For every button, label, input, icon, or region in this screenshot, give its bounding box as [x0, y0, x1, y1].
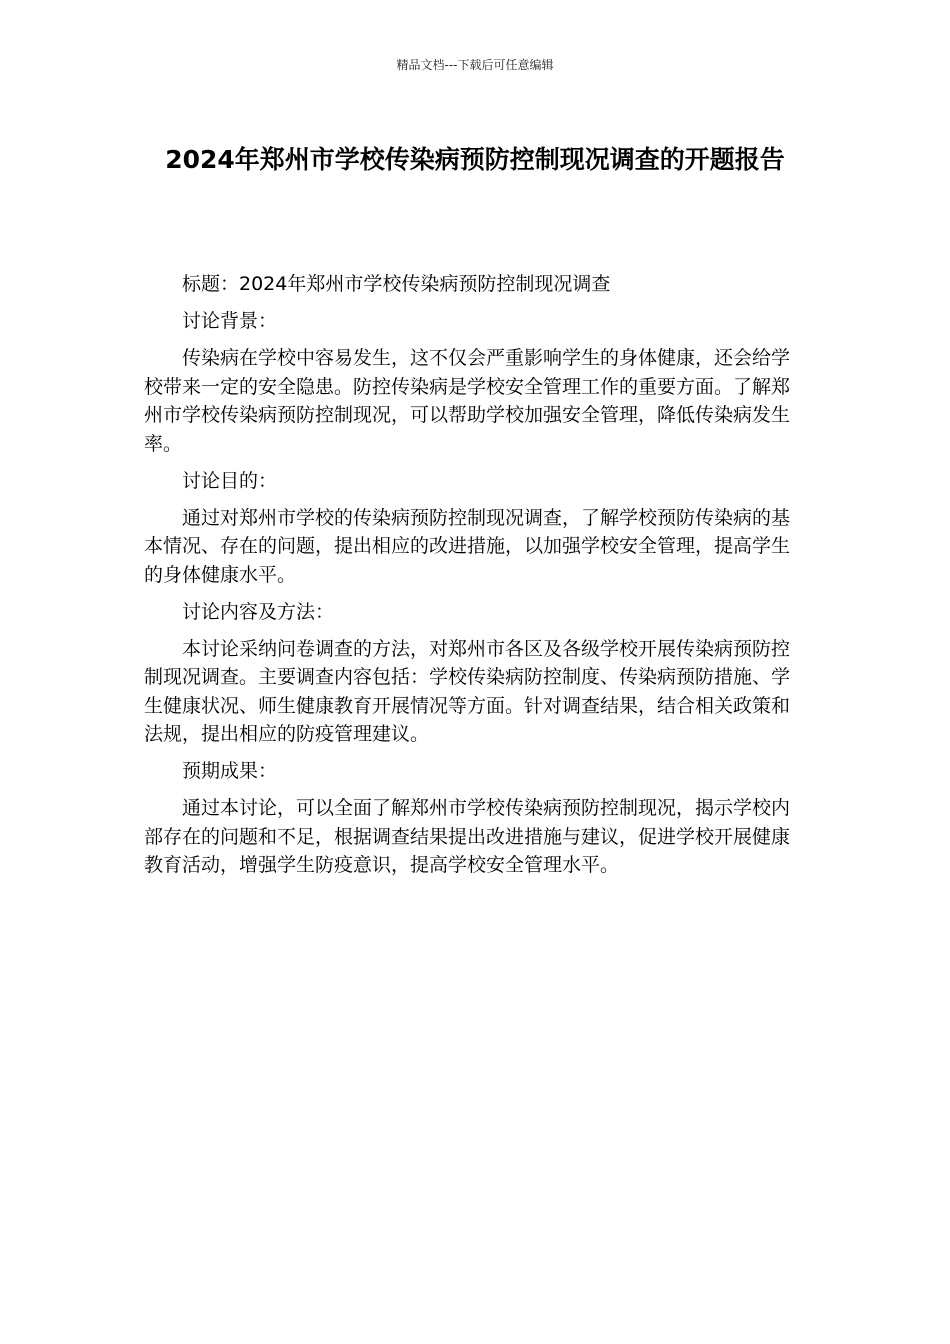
section-text-background: 传染病在学校中容易发生，这不仅会严重影响学生的身体健康，还会给学校带来一定的安全隐患。防控传染病是学校安全管理工作的重要方面。了解郑州市学校传染病预防控制现况，可以帮助学校加强安全管理，降低传染病发生率。: [144, 347, 791, 455]
section-heading-background: 讨论背景：: [182, 310, 278, 332]
section-text-outcomes: 通过本讨论，可以全面了解郑州市学校传染病预防控制现况，揭示学校内部存在的问题和不足，根据调查结果提出改进措施与建议，促进学校开展健康教育活动，增强学生防疫意识，提高学校安全管理水平。: [144, 797, 791, 876]
document-title: 2024年郑州市学校传染病预防控制现况调查的开题报告: [165, 145, 785, 174]
subject-line: 标题：2024年郑州市学校传染病预防控制现况调查: [182, 273, 611, 295]
section-heading-methods: 讨论内容及方法：: [182, 600, 335, 623]
section-text-purpose: 通过对郑州市学校的传染病预防控制现况调查，了解学校预防传染病的基本情况、存在的问题，提出相应的改进措施，以加强学校安全管理，提高学生的身体健康水平。: [144, 506, 791, 586]
section-text-methods: 本讨论采纳问卷调查的方法，对郑州市各区及各级学校开展传染病预防控制现况调查。主要调查内容包括：学校传染病防控制度、传染病预防措施、学生健康状况、师生健康教育开展情况等方面。针对调查结果，结合相关政策和法规，提出相应的防疫管理建议。: [144, 637, 791, 745]
section-heading-purpose: 讨论目的：: [182, 469, 278, 492]
section-heading-outcomes: 预期成果：: [182, 760, 278, 782]
document-body: [144, 270, 790, 888]
page-header: 精品文档---下载后可任意编辑: [396, 58, 554, 72]
